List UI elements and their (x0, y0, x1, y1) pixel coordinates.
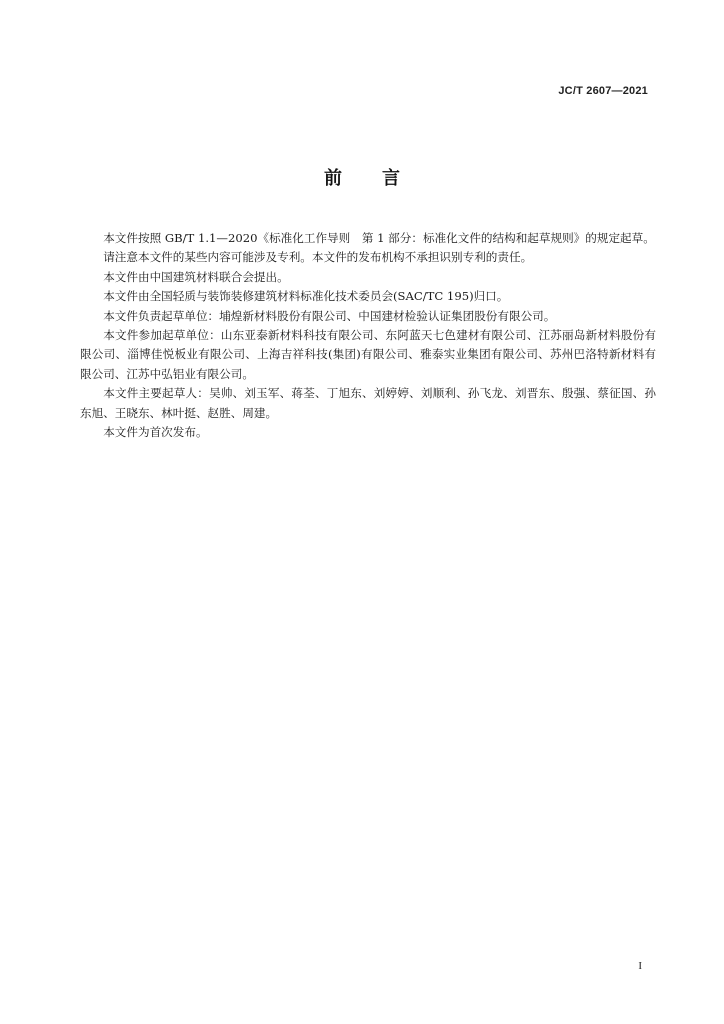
paragraph-participating-drafters: 本文件参加起草单位：山东亚泰新材料科技有限公司、东阿蓝天七色建材有限公司、江苏丽岛新材料股份有限公司、淄博佳悦板业有限公司、上海吉祥科技(集团)有限公司、雅泰实业集团有限公司、苏州巴洛特新材料有限公司、江苏中弘铝业有限公司。 (80, 328, 656, 381)
preface-body (80, 229, 656, 442)
paragraph-patent-notice: 请注意本文件的某些内容可能涉及专利。本文件的发布机构不承担识别专利的责任。 (103, 250, 533, 265)
page-title: 前言 (324, 168, 440, 189)
paragraph-proposed-by: 本文件由中国建筑材料联合会提出。 (103, 269, 289, 284)
document-code: JC/T 2607—2021 (558, 85, 648, 97)
paragraph-first-release: 本文件为首次发布。 (103, 425, 208, 440)
page-number: I (638, 960, 642, 972)
paragraph-main-drafters: 本文件主要起草人：吴帅、刘玉军、蒋荃、丁旭东、刘婷婷、刘顺利、孙飞龙、刘晋东、殷强、蔡征国、孙东旭、王晓东、林叶挺、赵胜、周建。 (80, 386, 656, 420)
paragraph-under-jurisdiction: 本文件由全国轻质与装饰装修建筑材料标准化技术委员会(SAC/TC 195)归口。 (103, 289, 509, 304)
paragraph-drafting-rules: 本文件按照 GB/T 1.1—2020《标准化工作导则 第 1 部分：标准化文件的结构和起草规则》的规定起草。 (103, 231, 655, 245)
paragraph-responsible-drafters: 本文件负责起草单位：埔煌新材料股份有限公司、中国建材检验认证集团股份有限公司。 (103, 308, 556, 323)
